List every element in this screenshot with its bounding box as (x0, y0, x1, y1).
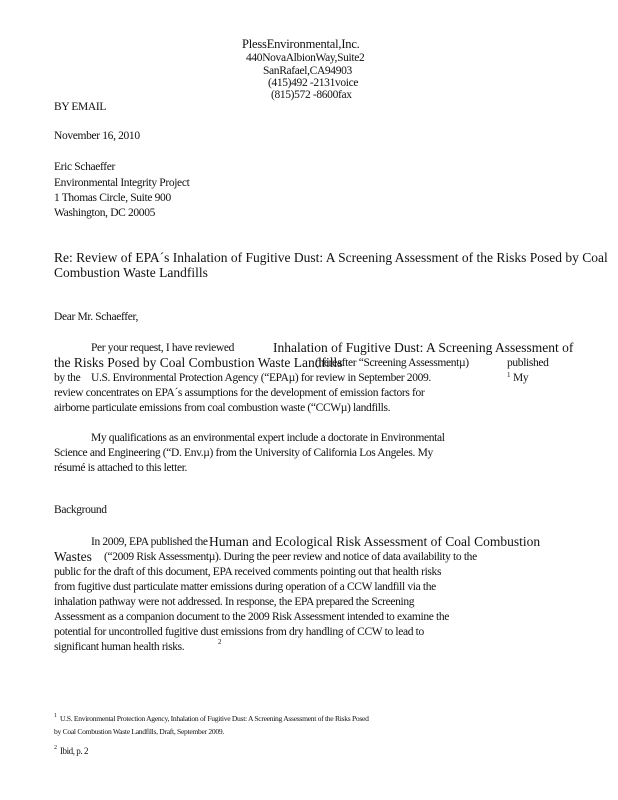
para1-line3-b: U.S. Environmental Protection Agency (“EPAµ) for review in September 2009. (91, 372, 431, 384)
para2-line2: Science and Engineering (“D. Env.µ) from the University of California Los Angeles. My (54, 447, 433, 459)
para3-line6: Assessment as a companion document to the 2009 Risk Assessment intended to examine the (54, 611, 450, 623)
footnote-1-line2: by Coal Combustion Waste Landfills, Draft, September 2009. (54, 727, 224, 736)
para3-line8: significant human health risks. (54, 641, 185, 653)
footnote-1-mark: 1 (54, 713, 57, 719)
salutation: Dear Mr. Schaeffer, (54, 311, 138, 323)
subject-line-2: Combustion Waste Landfills (54, 265, 208, 280)
recipient-city: Washington, DC 20005 (54, 207, 156, 219)
footnote-2-text: Ibid, p. 2 (60, 746, 88, 756)
letterhead-voice: (415)492 -2131voice (268, 77, 359, 89)
para1-line1-title: Inhalation of Fugitive Dust: A Screening Assessment of (273, 340, 574, 355)
para3-line1-title: Human and Ecological Risk Assessment of Coal Combustion (209, 534, 541, 549)
letterhead-city: SanRafael,CA94903 (263, 65, 352, 77)
letterhead-street: 440NovaAlbionWay,Suite2 (246, 52, 365, 64)
para1-line4: review concentrates on EPA´s assumptions for the development of emission factors for (54, 387, 425, 399)
para2-line1: My qualifications as an environmental expert include a doctorate in Environmental (91, 432, 445, 444)
recipient-org: Environmental Integrity Project (54, 177, 190, 189)
para3-line2-title: Wastes (54, 549, 92, 564)
para3-line3: public for the draft of this document, EPA received comments pointing out that health risks (54, 566, 442, 578)
para1-line3-a: by the (54, 372, 81, 384)
letterhead-company: PlessEnvironmental,Inc. (242, 37, 360, 51)
delivery-method: BY EMAIL (54, 101, 107, 113)
subject-line-1: Re: Review of EPA´s Inhalation of Fugitive Dust: A Screening Assessment of the Risks Posed by Coal (54, 250, 608, 265)
para1-line2-c: published (507, 357, 549, 369)
para1-line2-title: the Risks Posed by Coal Combustion Waste Landfills (54, 355, 343, 370)
para3-line1-a: In 2009, EPA published the (91, 536, 208, 548)
para2-line3: résumé is attached to this letter. (54, 462, 188, 474)
section-heading-background: Background (54, 504, 107, 516)
footnote-2-mark: 2 (54, 745, 57, 751)
letterhead-fax: (815)572 -8600fax (271, 89, 352, 101)
footnote-ref-2: 2 (218, 638, 222, 646)
recipient-name: Eric Schaeffer (54, 161, 115, 173)
letter-date: November 16, 2010 (54, 130, 140, 142)
footnote-1-line1: U.S. Environmental Protection Agency, Inhalation of Fugitive Dust: A Screening Assessment of the Risks Posed (60, 714, 369, 723)
footnote-ref-1: 1 (507, 371, 511, 379)
recipient-street: 1 Thomas Circle, Suite 900 (54, 192, 171, 204)
para3-line2-b: (“2009 Risk Assessmentµ). During the peer review and notice of data availability to the (104, 551, 477, 563)
para1-line5: airborne particulate emissions from coal combustion waste (“CCWµ) landfills. (54, 402, 391, 414)
para1-line2-b: (hereafter “Screening Assessmentµ) (315, 357, 469, 369)
para1-line3-d: My (513, 372, 529, 384)
para3-line7: potential for uncontrolled fugitive dust emissions from dry handling of CCW to lead to (54, 626, 424, 638)
para3-line4: from fugitive dust particulate matter emissions during operation of a CCW landfill via the (54, 581, 436, 593)
para1-line1-a: Per your request, I have reviewed (91, 342, 234, 354)
para3-line5: inhalation pathway were not addressed. In response, the EPA prepared the Screening (54, 596, 415, 608)
